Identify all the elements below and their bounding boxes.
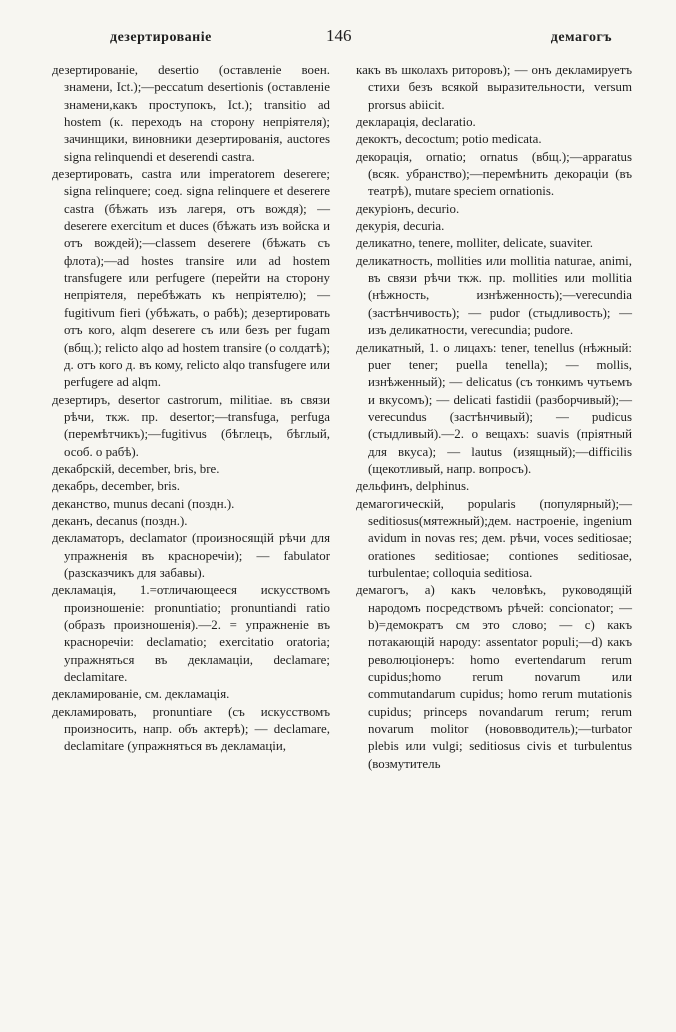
left-column bbox=[52, 62, 330, 756]
dictionary-entry: декламаторъ, declamator (произносящій рѣчи для упражненія въ красноречіи); — fabulator (разсказчикъ для забавы). bbox=[52, 531, 330, 580]
dictionary-entry: декламированіе, см. декламація. bbox=[52, 687, 230, 702]
page-header bbox=[60, 26, 620, 52]
dictionary-entry: дезертировать, castra или imperatorem deserere; signa relinquere; соед. signa relinquere et deserere castra (бѣжать изъ лагеря, отъ вождя); — deserere exercitum et duces (бѣжать изъ войска и отъ вождей);—classem deserere (бѣжать съ флота);—ad hostes transire или ad hostem transfugere или perfugere (перейти на сторону непріятеля, перебѣжать къ непріятелю); — fugitivum fieri (убѣжать, о рабѣ); дезертировать отъ кого, alqm deserere съ или безъ per fugam (вбщ.); relicto alqo ad hostem transire (о солдатѣ); д. отъ кого д. въ кому, relicto alqo transfugere или perfugere ad alqm. bbox=[52, 167, 330, 390]
right-column bbox=[356, 62, 632, 773]
dictionary-entry: деликатность, mollities или mollitia naturae, animi, въ связи рѣчи ткж. пр. mollities или mollitia (нѣжность, изнѣженность);—verecundia (застѣнчивость); — pudor (стыдливость); — изъ деликатности, verecundia; pudore. bbox=[356, 253, 632, 338]
dictionary-entry: деканство, munus decani (поздн.). bbox=[52, 496, 235, 511]
dictionary-entry: демагогъ, a) какъ человѣкъ, руководящій народомъ посредствомъ рѣчей: concionator; — b)=демократъ см это слово; — c) какъ потакающій народу: assentator populi;—d) какъ революціонеръ: homo evertendarum rerum cupidus;homo rerum novarum или commutandarum cupidus; homo rerum mutationis cupidus; princeps novandarum rerum; rerum novarum molitor (нововводитель);—turbator plebis или vulgi; seditiosus civis et turbulentus (возмутитель bbox=[356, 583, 632, 771]
header-right-word: демагогъ bbox=[550, 30, 612, 45]
dictionary-entry: декларація, declaratio. bbox=[356, 115, 476, 130]
dictionary-entry: дезертиръ, desertor castrorum, militiae. въ связи рѣчи, ткж. пр. desertor;—transfuga, perfuga (перемѣтчикъ);—fugitivus (бѣглецъ, бѣглый, особ. о рабѣ). bbox=[52, 392, 330, 459]
dictionary-entry: декламація, 1.=отличающееся искусствомъ произношеніе: pronuntiatio; pronuntiandi ratio (образъ произношенія).—2. = упражненіе въ красноречіи: declamatio; exercitatio oratoria; упражняться въ декламаціи, declamare; declamitare. bbox=[52, 583, 330, 685]
dictionary-entry: деликатный, 1. о лицахъ: tener, tenellus (нѣжный: puer tener; puella tenella); — mollis, изнѣженный); — delicatus (съ тонкимъ чутьемъ и вкусомъ); — delicati fastidii (разборчивый);—verecundus (застѣнчивый); — pudicus (стыдливый).—2. о вещахъ: suavis (пріятный для вкуса); — lautus (изящный);—difficilis (щекотливый, напр. вопросъ). bbox=[356, 340, 632, 476]
dictionary-entry: декуріонъ, decurio. bbox=[356, 201, 460, 216]
page-number: 146 bbox=[326, 26, 352, 45]
dictionary-entry: декабрскій, december, bris, bre. bbox=[52, 461, 220, 476]
dictionary-entry: какъ въ школахъ риторовъ); — онъ декламируетъ стихи безъ всякой выразительности, versum prorsus abiicit. bbox=[356, 63, 632, 112]
dictionary-entry: декабрь, december, bris. bbox=[52, 479, 180, 494]
dictionary-entry: деканъ, decanus (поздн.). bbox=[52, 513, 188, 528]
dictionary-entry: декоктъ, decoctum; potio medicata. bbox=[356, 132, 542, 147]
dictionary-entry: декорація, ornatio; ornatus (вбщ.);—apparatus (всяк. убранство);—перемѣнить декораціи (въ театрѣ), mutare speciem ornationis. bbox=[356, 149, 632, 199]
dictionary-entry: декламировать, pronuntiare (съ искусствомъ произносить, напр. объ актерѣ); — declamare, declamitare (упражняться въ декламаціи, bbox=[52, 704, 330, 754]
dictionary-entry: деликатно, tenere, molliter, delicate, suaviter. bbox=[356, 236, 593, 251]
dictionary-entry: демагогическій, popularis (популярный);—seditiosus(мятежный);дем. настроеніе, ingenium avidum in novas res; дем. рѣчи, voces seditiosae; orationes seditiosae; contiones seditiosae, turbulentae; colloquia seditiosa. bbox=[356, 496, 632, 580]
dictionary-entry: дельфинъ, delphinus. bbox=[356, 479, 470, 494]
header-left-word: дезертированіе bbox=[110, 30, 212, 45]
dictionary-entry: декурія, decuria. bbox=[356, 219, 445, 234]
dictionary-entry: дезертированіе, desertio (оставленіе воен. знамени, Ict.);—peccatum desertionis (оставленіе знамени,какъ проступокъ, Ict.); transitio ad hostem (к. переходъ на сторону непріятеля); зачинщики, виновники дезертированія, auctores signa relinquendi et deserendi castra. bbox=[52, 63, 330, 164]
